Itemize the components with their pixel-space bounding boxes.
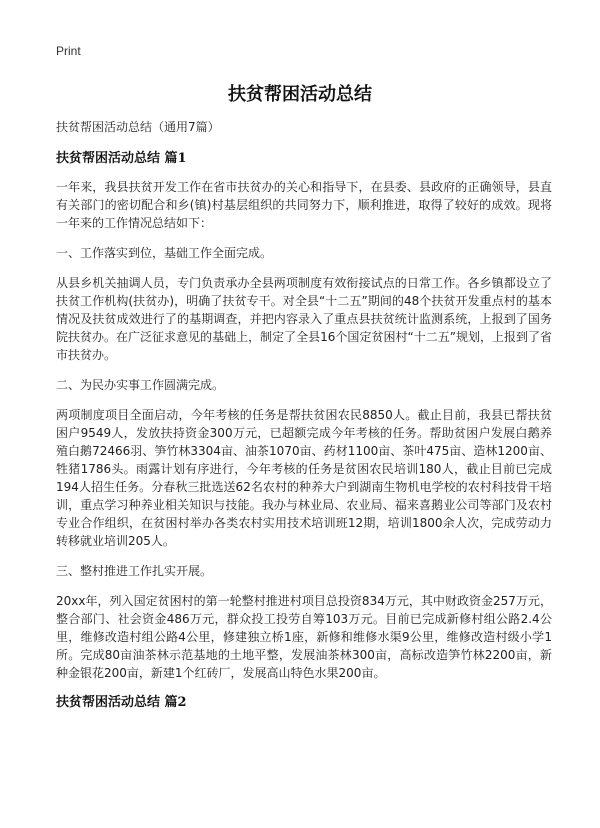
- item-heading-3: 三、整村推进工作扎实开展。: [56, 564, 213, 578]
- item-heading-1: 一、工作落实到位，基础工作全面完成。: [56, 246, 273, 260]
- section-intro-paragraph: 一年来，我县扶贫开发工作在省市扶贫办的关心和指导下，在县委、县政府的正确领导，县直有关部门的密切配合和乡(镇)村基层组织的共同努力下，顺利推进，取得了较好的成效。现将一年来的工作情况总结如下：: [56, 180, 552, 230]
- print-link[interactable]: Print: [56, 44, 81, 58]
- item-body-3: 20xx年，列入国定贫困村的第一轮整村推进村项目总投资834万元，其中财政资金257万元，整合部门、社会资金486万元，群众投工投劳自筹103万元。目前已完成新修村组公路2.4公里，维修改造村组公路4公里，修建独立桥1座，新修和维修水渠9公里，维修改造村级小学1所。完成80亩油茶林示范基地的土地平整，发展油茶林300亩，高标改造笋竹林2200亩，新种金银花200亩，新建1个红砖厂，发展高山特色水果200亩。: [56, 594, 552, 680]
- section-heading-2: 扶贫帮困活动总结 篇2: [56, 695, 187, 710]
- item-body-1: 从县乡机关抽调人员，专门负责承办全县两项制度有效衔接试点的日常工作。各乡镇都设立了扶贫工作机构(扶贫办)，明确了扶贫专干。对全县“十二五”期间的48个扶贫开发重点村的基本情况及扶贫成效进行了的基期调查，并把内容录入了重点县扶贫统计监测系统，上报到了国务院扶贫办。在广泛征求意见的基础上，制定了全县16个国定贫困村“十二五”规划，上报到了省市扶贫办。: [56, 276, 552, 362]
- document-subtitle: 扶贫帮困活动总结（通用7篇）: [56, 120, 220, 134]
- item-body-2: 两项制度项目全面启动，今年考核的任务是帮扶贫困农民8850人。截止目前，我县已帮扶贫困户9549人，发放扶持资金300万元，已超额完成今年考核的任务。帮助贫困户发展白鹅养殖白鹅72466羽、笋竹林3304亩、油茶1070亩、药材1100亩、茶叶475亩、造林1200亩、牲猪1786头。雨露计划有序进行，今年考核的任务是贫困农民培训180人，截止目前已完成194人招生任务。分春秋三批选送62名农村的种养大户到湖南生物机电学校的农村科技骨干培训，重点学习种养业相关知识与技能。我办与林业局、农业局、福来喜鹅业公司等部门及农村专业合作组织，在贫困村举办各类农村实用技术培训班12期，培训1800余人次，完成劳动力转移就业培训205人。: [56, 408, 552, 548]
- document-title: 扶贫帮困活动总结: [228, 84, 372, 105]
- section-heading-1: 扶贫帮困活动总结 篇1: [56, 151, 187, 166]
- item-heading-2: 二、为民办实事工作圆满完成。: [56, 378, 225, 392]
- document-body: [56, 118, 552, 722]
